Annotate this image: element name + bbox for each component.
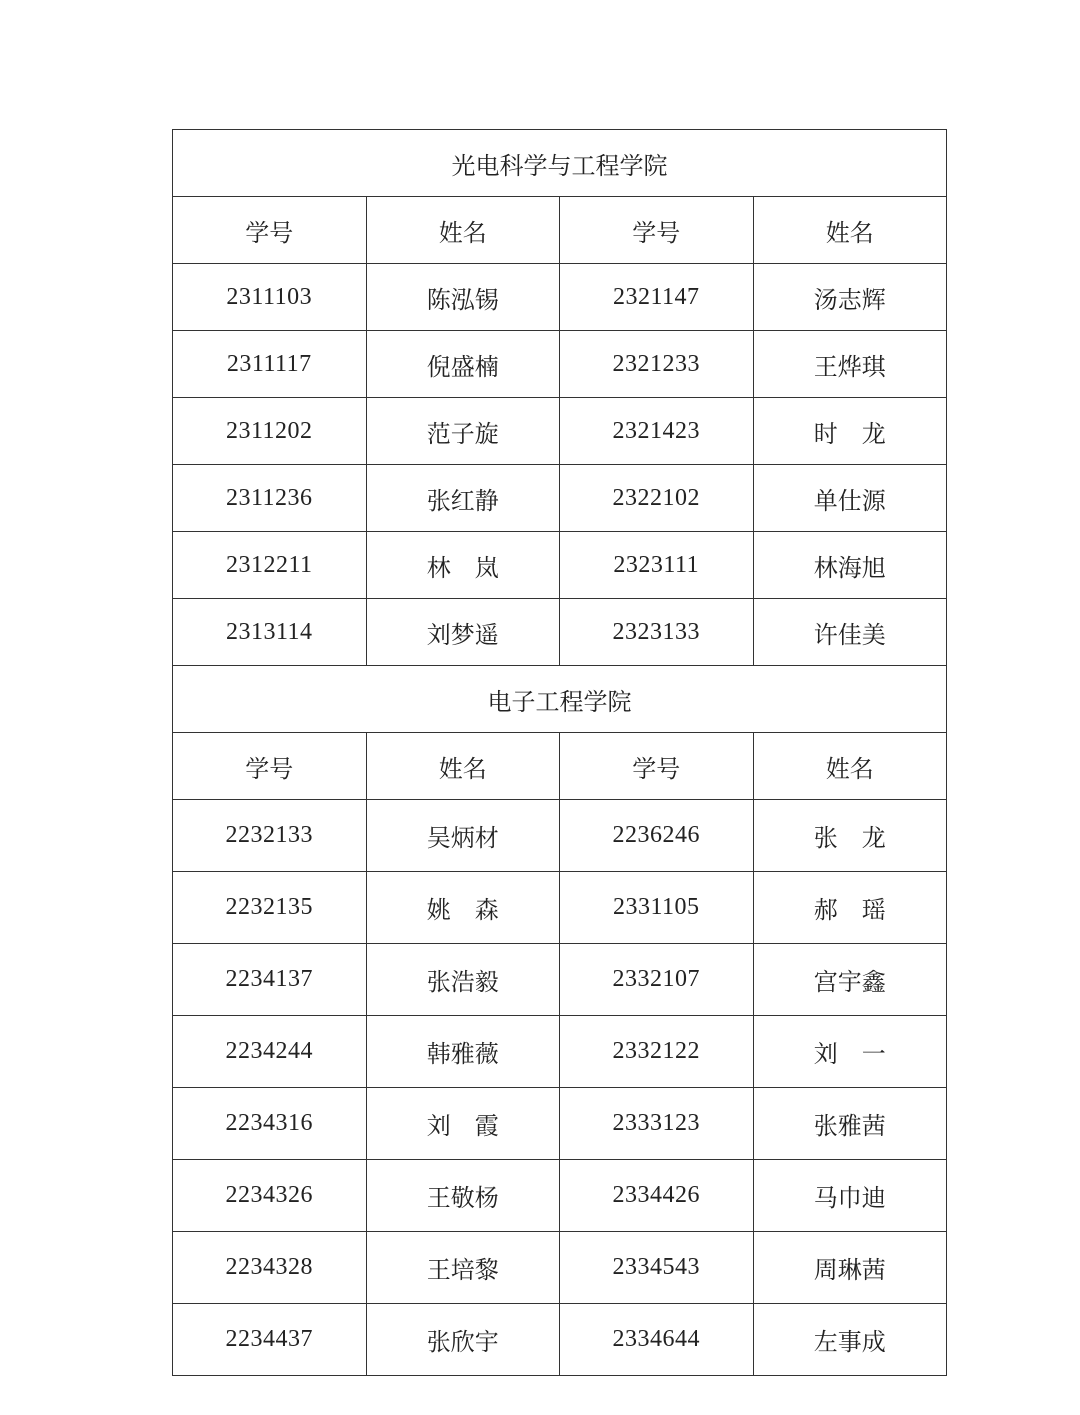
table-row xyxy=(173,1088,947,1160)
student-id-cell: 2313114 xyxy=(173,599,367,666)
header-student-id: 学号 xyxy=(173,197,367,264)
section-title: 电子工程学院 xyxy=(173,666,947,733)
student-name-cell: 陈泓锡 xyxy=(366,264,560,331)
student-id-cell: 2311103 xyxy=(173,264,367,331)
table-row xyxy=(173,1160,947,1232)
table-row xyxy=(173,532,947,599)
section-title: 光电科学与工程学院 xyxy=(173,130,947,197)
student-name-cell: 刘 霞 xyxy=(366,1088,560,1160)
header-student-id: 学号 xyxy=(560,197,754,264)
student-name-cell: 张浩毅 xyxy=(366,944,560,1016)
header-student-id: 学号 xyxy=(560,733,754,800)
table-row xyxy=(173,800,947,872)
table-row xyxy=(173,264,947,331)
header-name: 姓名 xyxy=(366,733,560,800)
student-id-cell: 2332122 xyxy=(560,1016,754,1088)
student-name-cell: 刘梦遥 xyxy=(366,599,560,666)
table-row xyxy=(173,1016,947,1088)
student-name-cell: 马巾迪 xyxy=(753,1160,947,1232)
student-id-cell: 2236246 xyxy=(560,800,754,872)
student-id-cell: 2234316 xyxy=(173,1088,367,1160)
header-name: 姓名 xyxy=(753,733,947,800)
student-name-cell: 姚 森 xyxy=(366,872,560,944)
header-name: 姓名 xyxy=(753,197,947,264)
student-name-cell: 张红静 xyxy=(366,465,560,532)
student-id-cell: 2234437 xyxy=(173,1304,367,1376)
student-id-cell: 2234244 xyxy=(173,1016,367,1088)
student-id-cell: 2311236 xyxy=(173,465,367,532)
student-id-cell: 2321147 xyxy=(560,264,754,331)
table-row xyxy=(173,1232,947,1304)
student-name-cell: 王烨琪 xyxy=(753,331,947,398)
student-id-cell: 2334644 xyxy=(560,1304,754,1376)
student-name-cell: 王敬杨 xyxy=(366,1160,560,1232)
student-name-cell: 郝 瑶 xyxy=(753,872,947,944)
student-name-cell: 宫宇鑫 xyxy=(753,944,947,1016)
student-id-cell: 2321233 xyxy=(560,331,754,398)
student-id-cell: 2333123 xyxy=(560,1088,754,1160)
student-name-cell: 单仕源 xyxy=(753,465,947,532)
section-title-row xyxy=(173,666,947,733)
student-id-cell: 2332107 xyxy=(560,944,754,1016)
student-id-cell: 2232135 xyxy=(173,872,367,944)
section-title-row xyxy=(173,130,947,197)
student-name-cell: 王培黎 xyxy=(366,1232,560,1304)
student-id-cell: 2331105 xyxy=(560,872,754,944)
student-id-cell: 2311202 xyxy=(173,398,367,465)
header-row xyxy=(173,197,947,264)
student-name-cell: 汤志辉 xyxy=(753,264,947,331)
student-name-cell: 刘 一 xyxy=(753,1016,947,1088)
table-body xyxy=(173,130,947,1376)
student-name-cell: 林海旭 xyxy=(753,532,947,599)
student-name-cell: 张雅茜 xyxy=(753,1088,947,1160)
header-row xyxy=(173,733,947,800)
student-id-cell: 2334543 xyxy=(560,1232,754,1304)
table-row xyxy=(173,1304,947,1376)
student-id-cell: 2322102 xyxy=(560,465,754,532)
student-name-cell: 时 龙 xyxy=(753,398,947,465)
student-name-cell: 周琳茜 xyxy=(753,1232,947,1304)
student-name-cell: 倪盛楠 xyxy=(366,331,560,398)
table-row xyxy=(173,398,947,465)
student-id-cell: 2323111 xyxy=(560,532,754,599)
student-name-cell: 吴炳材 xyxy=(366,800,560,872)
student-id-cell: 2234137 xyxy=(173,944,367,1016)
student-name-cell: 张欣宇 xyxy=(366,1304,560,1376)
student-id-cell: 2234326 xyxy=(173,1160,367,1232)
table-row xyxy=(173,331,947,398)
student-name-cell: 许佳美 xyxy=(753,599,947,666)
student-name-cell: 韩雅薇 xyxy=(366,1016,560,1088)
student-name-cell: 左事成 xyxy=(753,1304,947,1376)
header-student-id: 学号 xyxy=(173,733,367,800)
table-row xyxy=(173,944,947,1016)
table-row xyxy=(173,465,947,532)
student-id-cell: 2323133 xyxy=(560,599,754,666)
student-id-cell: 2321423 xyxy=(560,398,754,465)
student-id-cell: 2311117 xyxy=(173,331,367,398)
student-id-cell: 2312211 xyxy=(173,532,367,599)
table-row xyxy=(173,599,947,666)
header-name: 姓名 xyxy=(366,197,560,264)
student-name-cell: 张 龙 xyxy=(753,800,947,872)
student-id-cell: 2234328 xyxy=(173,1232,367,1304)
student-table xyxy=(172,129,947,1376)
student-id-cell: 2334426 xyxy=(560,1160,754,1232)
table-row xyxy=(173,872,947,944)
student-id-cell: 2232133 xyxy=(173,800,367,872)
student-list-table xyxy=(172,129,947,1376)
student-name-cell: 范子旋 xyxy=(366,398,560,465)
student-name-cell: 林 岚 xyxy=(366,532,560,599)
